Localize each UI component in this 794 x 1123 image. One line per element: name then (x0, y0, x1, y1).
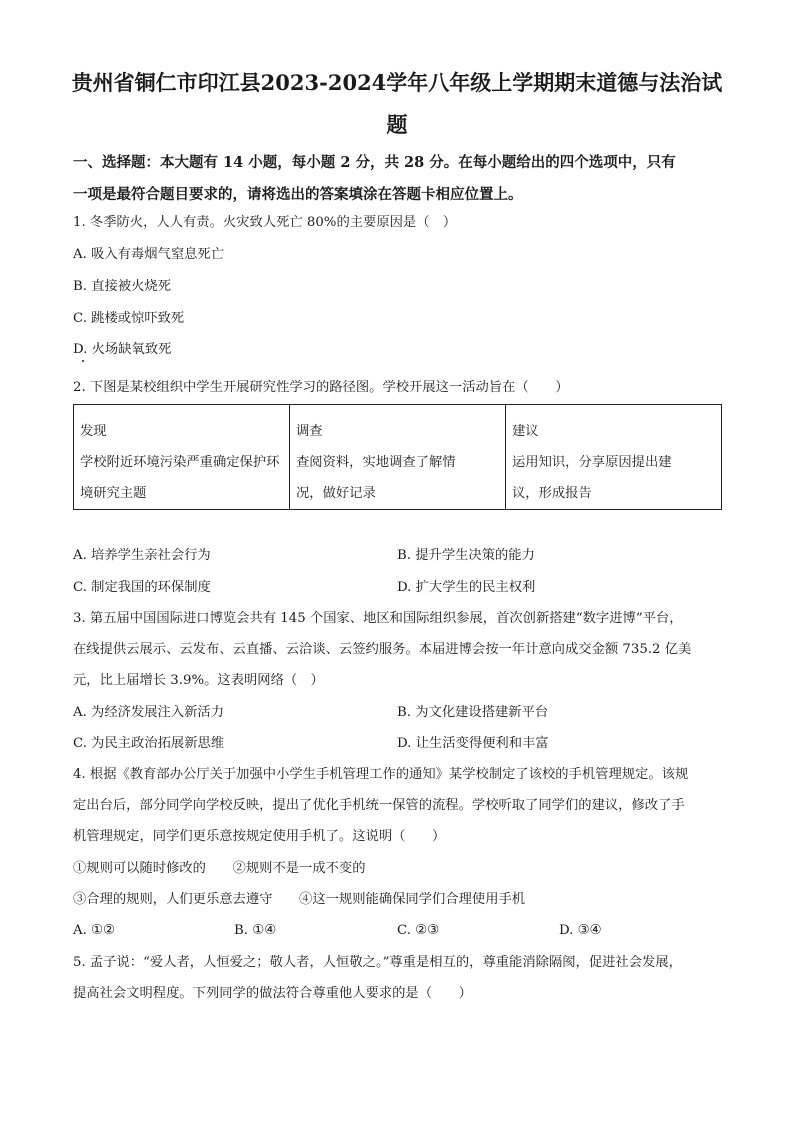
q3-option-d: D. 让生活变得便利和丰富 (397, 736, 549, 751)
table-cell-investigate (290, 405, 506, 510)
q4-option-a: A. ①② (73, 923, 115, 938)
table-cell-suggest (506, 405, 722, 510)
cell-text: 运用知识，分享原因提出建 (512, 455, 672, 470)
cell-text: 查阅资料，实地调查了解情 (296, 455, 456, 470)
table-cell-discover (74, 405, 290, 510)
q3-line-2: 在线提供云展示、云发布、云直播、云洽谈、云签约服务。本届进博会按一年计意向成交金额 735.2 亿美 (73, 642, 692, 657)
cell-text: 学校附近环境污染严重确定保护环 (80, 455, 280, 470)
q4-statements-1: ①规则可以随时修改的 ②规则不是一成不变的 (73, 861, 366, 876)
q5-line-2: 提高社会文明程度。下列同学的做法符合尊重他人要求的是（ ） (73, 986, 472, 1001)
cell-head: 建议 (512, 424, 539, 439)
q1-option-d: D. 火场缺氧致死 (73, 342, 172, 357)
q3-line-1: 3. 第五届中国国际进口博览会共有 145 个国家、地区和国际组织参展，首次创新搭建“数字进博”平台， (73, 611, 683, 626)
q4-statements-2: ③合理的规则，人们更乐意去遵守 ④这一规则能确保同学们合理使用手机 (73, 892, 526, 907)
q1-option-c: C. 跳楼或惊吓致死 (73, 311, 185, 326)
section-line-2: 一项是最符合题目要求的，请将选出的答案填涂在答题卡相应位置上。 (73, 186, 523, 203)
q4-option-d: D. ③④ (559, 923, 602, 938)
q1-option-b: B. 直接被火烧死 (73, 279, 172, 294)
q4-line-1: 4. 根据《教育部办公厅关于加强中小学生手机管理工作的通知》某学校制定了该校的手机管理规定。该规 (73, 767, 689, 782)
q2-option-b: B. 提升学生决策的能力 (397, 548, 535, 563)
section-line-1: 一、选择题：本大题有 14 小题，每小题 2 分，共 28 分。在每小题给出的四个选项中，只有 (73, 154, 676, 171)
q2-option-a: A. 培养学生亲社会行为 (73, 548, 211, 563)
cell-text: 况，做好记录 (296, 486, 376, 501)
q3-line-3: 元，比上届增长 3.9%。这表明网络（ ） (73, 673, 324, 688)
cell-head: 调查 (296, 424, 323, 439)
q2-option-d: D. 扩大学生的民主权利 (397, 580, 536, 595)
q2-path-table (73, 404, 722, 510)
section-instructions (73, 147, 733, 211)
title-line-1: 贵州省铜仁市印江县2023-2024学年八年级上学期期末道德与法治试 (71, 70, 723, 95)
q1-stem: 1. 冬季防火，人人有责。火灾致人死亡 80%的主要原因是（ ） (73, 215, 457, 230)
q4-line-3: 机管理规定，同学们更乐意按规定使用手机了。这说明（ ） (73, 829, 446, 844)
q5-line-1: 5. 孟子说：“爱人者，人恒爱之；敬人者，人恒敬之。”尊重是相互的，尊重能消除隔阂，促进社会发展， (73, 955, 682, 970)
cell-text: 境研究主题 (80, 486, 147, 501)
q3-option-a: A. 为经济发展注入新活力 (73, 705, 225, 720)
cell-head: 发现 (80, 424, 107, 439)
q1-option-a: A. 吸入有毒烟气窒息死亡 (73, 247, 225, 262)
title-line-2: 题 (386, 112, 408, 137)
cell-text: 议，形成报告 (512, 486, 592, 501)
q3-option-c: C. 为民主政治拓展新思维 (73, 736, 225, 751)
q4-option-b: B. ①④ (234, 923, 277, 938)
q2-option-c: C. 制定我国的环保制度 (73, 580, 211, 595)
q3-option-b: B. 为文化建设搭建新平台 (397, 705, 549, 720)
q4-line-2: 定出台后，部分同学向学校反映，提出了优化手机统一保管的流程。学校听取了同学们的建议，修改了手 (73, 798, 685, 813)
exam-title (60, 62, 734, 146)
stray-dot (82, 360, 84, 362)
q2-stem: 2. 下图是某校组织中学生开展研究性学习的路径图。学校开展这一活动旨在（ ） (73, 380, 569, 395)
q4-option-c: C. ②③ (397, 923, 439, 938)
